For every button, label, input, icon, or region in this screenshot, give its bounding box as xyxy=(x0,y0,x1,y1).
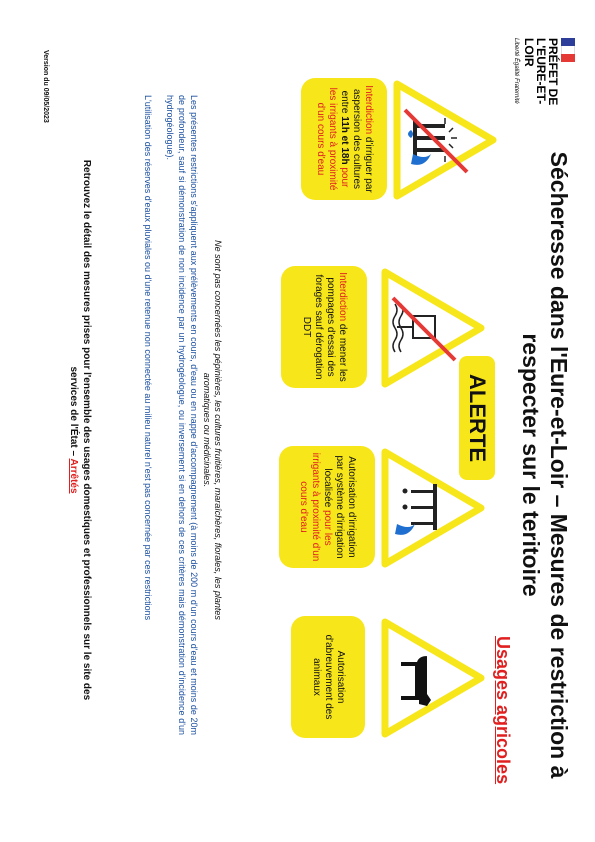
sign-1-text: Interdiction d'irriguer par aspersion des cultures entre 11h et 18h pour les irrigants à proximité d'un cours d'eau xyxy=(301,78,387,200)
prefet-name: PRÉFET DE L'EURE-ET-LOIR xyxy=(522,38,560,106)
page-title: Sécheresse dans l'Eure-et-Loir – Mesures de restriction à respecter sur le teritoire xyxy=(518,151,572,779)
body-paragraph-1: Les présentes restrictions s'appliquent aux prélèvements en cours, d'eau ou en nappe d'accompagnement (à moins de 200 m d'un cours d'eau et moins de 20m de profondeur, sauf si démonstration de non incidence par un hydrogéologue, ou inversement si en dehors de ces critères mais démonstration d'incidence d'un hydrogéologue). xyxy=(165,95,199,735)
arretes-link[interactable]: Arrêtés xyxy=(68,458,79,494)
footer-note xyxy=(67,150,93,710)
pump-prohibited-icon xyxy=(380,268,485,388)
section-title: Usages agricoles xyxy=(493,636,513,785)
sign-3 xyxy=(298,448,485,568)
version-label: Version du 09/05/2023 xyxy=(42,50,49,123)
sign-2 xyxy=(301,268,485,388)
sign-3-text: Autorisation d'irrigation par système d'irrigation localisée pour les irrigants à proximité d'un cours d'eau xyxy=(279,446,375,568)
sign-4 xyxy=(311,618,485,738)
sign-4-text: Autorisation d'abreuvement des animaux xyxy=(291,616,365,738)
drip-irrigation-icon xyxy=(380,448,485,568)
exemption-note: Ne sont pas concernées les pépinières, les cultures fruitières, maraîchères, florales, les plantes aromatiques ou médicinales. xyxy=(202,240,223,620)
republique-flag-icon xyxy=(561,38,575,62)
body-text xyxy=(132,95,200,735)
sign-2-text: Interdiction de mener les pompages d'essai des forages sauf dérogation DDT xyxy=(281,266,367,388)
body-paragraph-2: L'utilisation des réserves d'eaux pluviales ou d'une retenue non connectée au milieu naturel n'est pas concernée par ces restrictions xyxy=(143,95,153,621)
cow-icon xyxy=(380,618,485,738)
alert-level-badge: ALERTE xyxy=(459,356,495,480)
sign-1 xyxy=(315,80,497,200)
footer-text: Retrouvez le détail des mesures prises pour l'ensemble des usages domestiques et professionnels sur le site des services de l'État – xyxy=(68,159,92,701)
prefecture-logo xyxy=(495,38,575,118)
republique-devise: Liberté Égalité Fraternité xyxy=(513,38,519,104)
sprinkler-prohibited-icon xyxy=(392,80,497,200)
